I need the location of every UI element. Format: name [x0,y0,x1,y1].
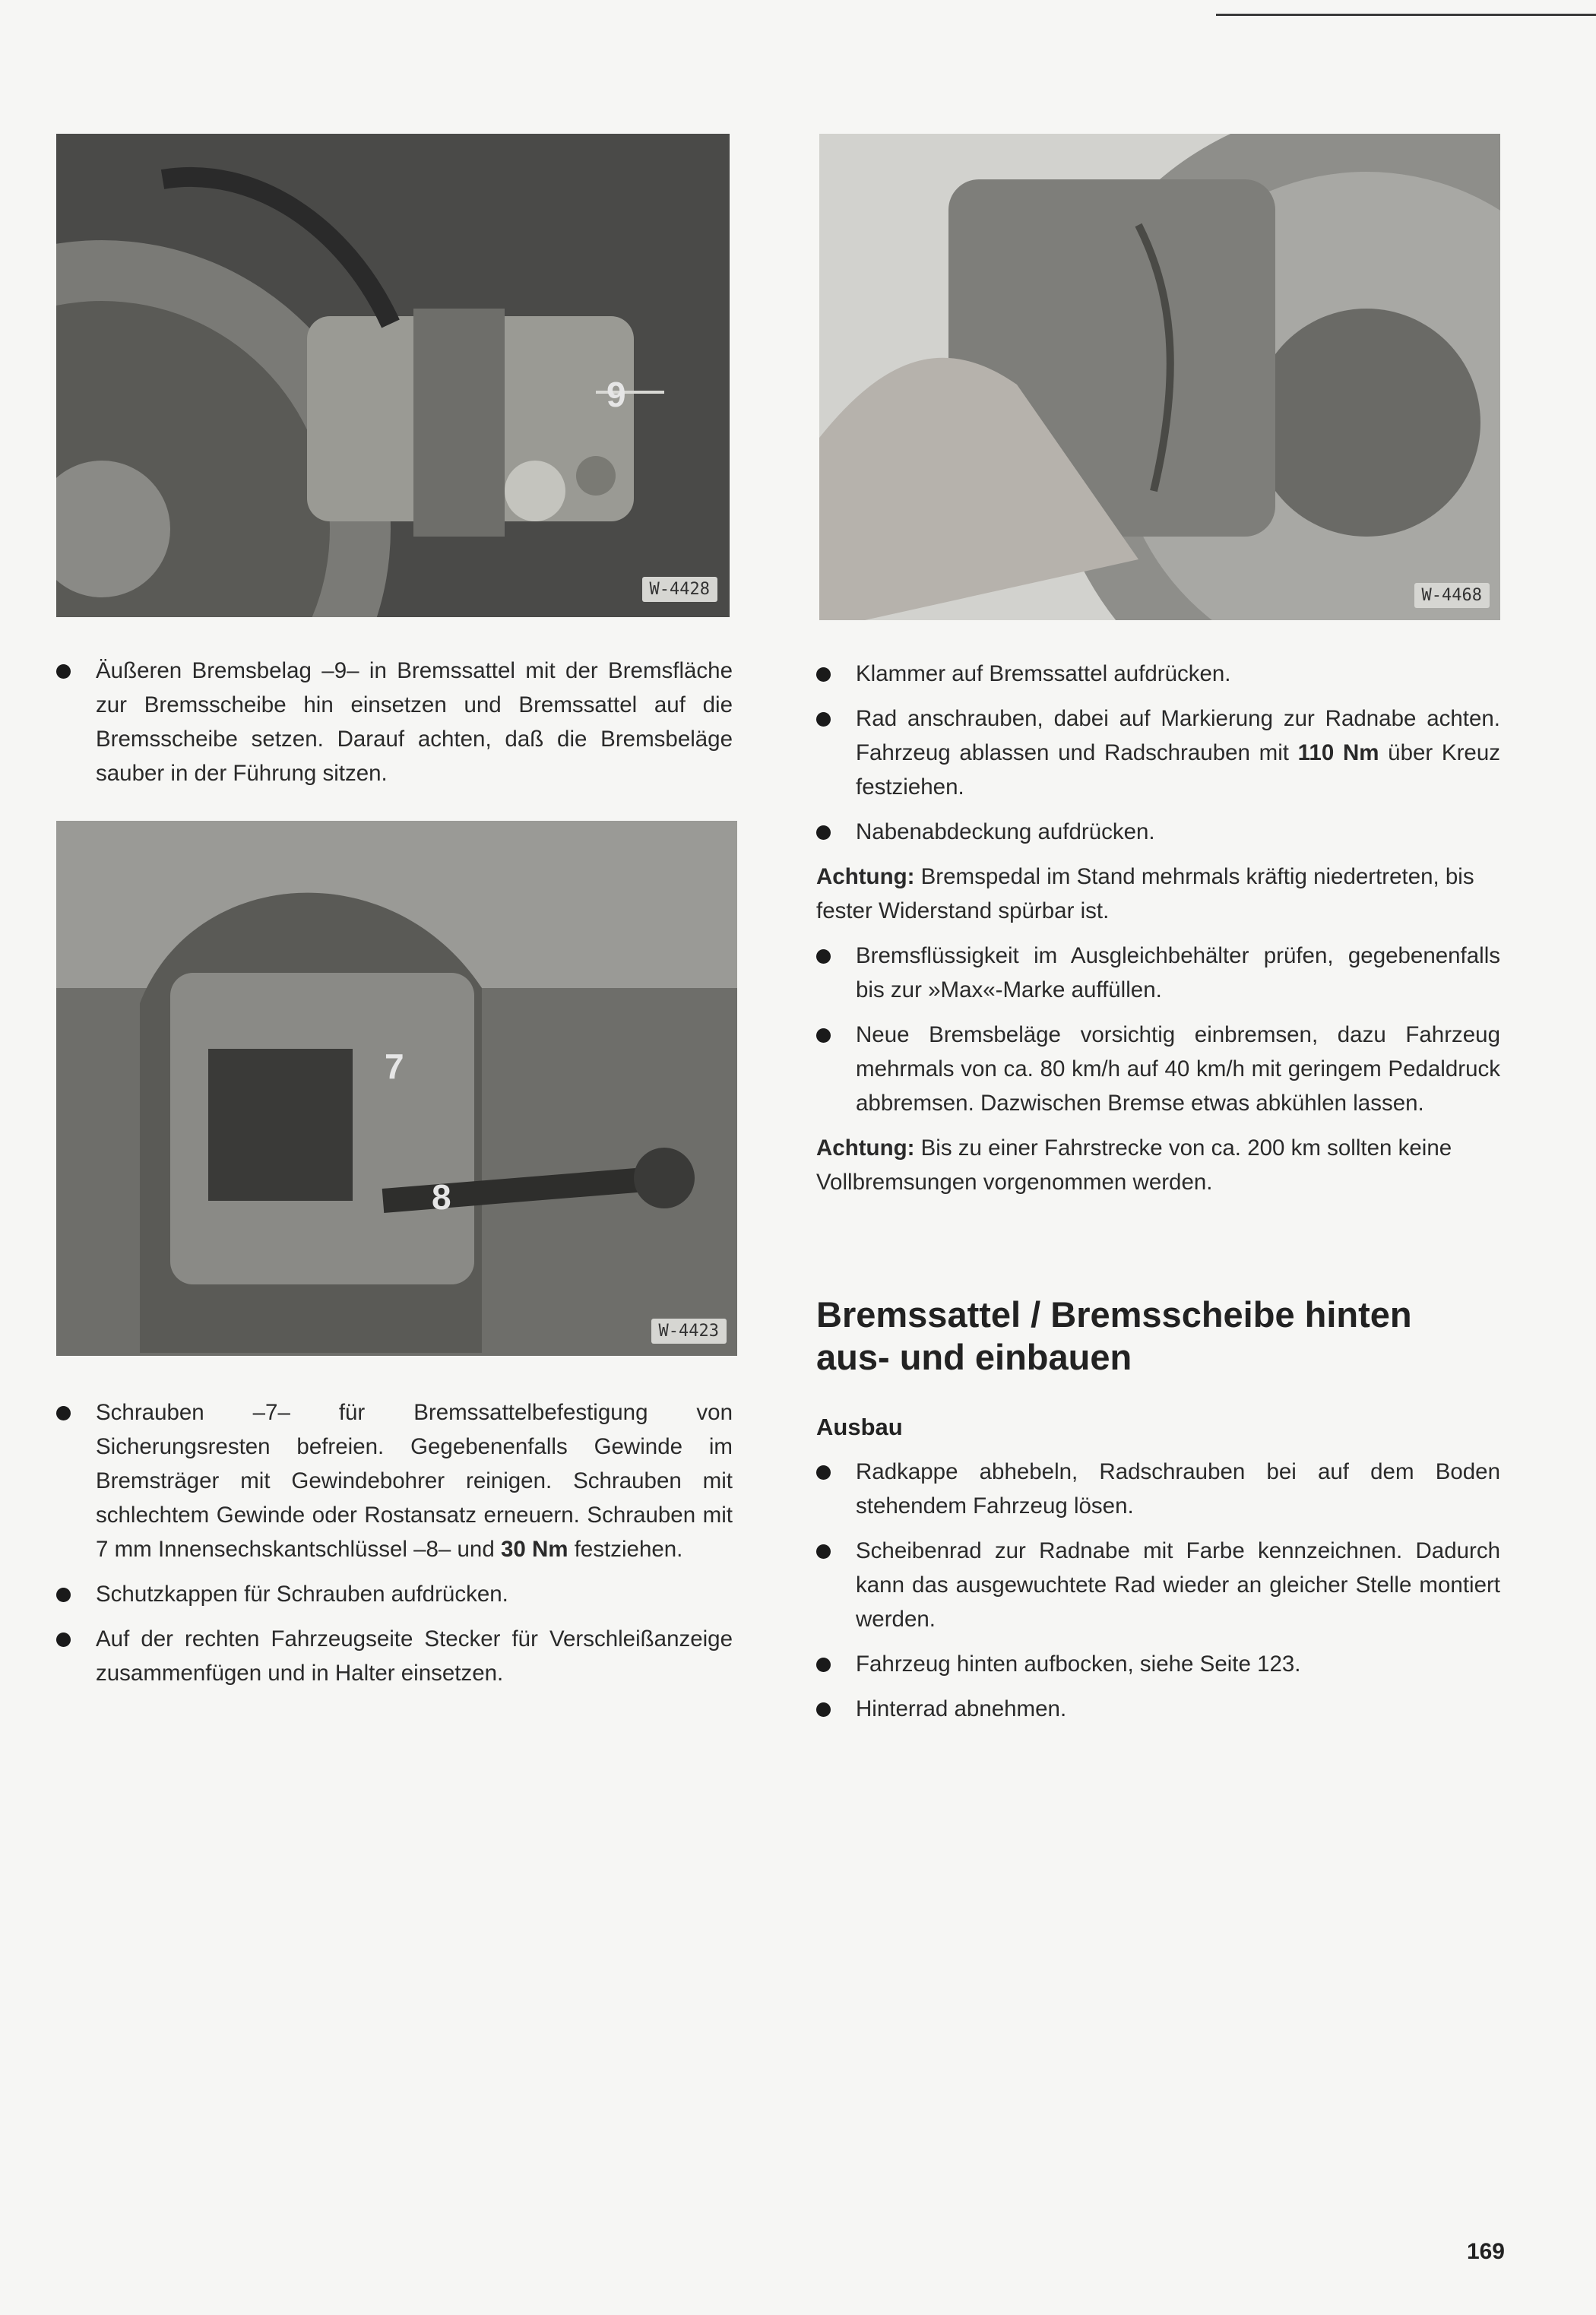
bullet-clamp: Klammer auf Bremssattel aufdrücken. [816,657,1500,691]
bullet-protective-caps: Schutzkappen für Schrauben aufdrücken. [56,1577,733,1611]
photo-code: W-4423 [651,1319,727,1344]
bullet-wheel-mount: Rad anschrauben, dabei auf Markierung zur Radnabe achten. Fahrzeug ablassen und Radschrauben mit 110 Nm über Kreuz festziehen. [816,701,1500,804]
photo-brake-pad-insert [56,134,730,617]
bullet-jack-up: Fahrzeug hinten aufbocken, siehe Seite 123. [816,1647,1500,1681]
photo-illustration [56,134,730,617]
page-number: 169 [1466,2239,1505,2264]
photo-caliper-bolts [56,821,737,1356]
subheading-ausbau: Ausbau [816,1414,903,1440]
photo-illustration [56,821,737,1356]
right-text-block [816,657,1500,1210]
bullet-wear-indicator: Auf der rechten Fahrzeugseite Stecker für Verschleißanzeige zusammenfügen und in Halter einsetzen. [56,1622,733,1690]
bullet-caliper-bolts: Schrauben –7– für Bremssattelbefestigung von Sicherungsresten befreien. Gegebenenfalls Gewinde im Bremsträger mit Gewindebohrer reinigen. Schrauben mit schlechtem Gewinde oder Rostansatz erneuern. Schrauben mit 7 mm Innensechskantschlüssel –8– und 30 Nm festziehen. [56,1395,733,1566]
photo-code: W-4428 [642,577,717,602]
photo-clamp-on-caliper [819,134,1500,620]
bullet-outer-pad: Äußeren Bremsbelag –9– in Bremssattel mit der Bremsfläche zur Bremsscheibe hin einsetzen und Bremssattel auf die Bremsscheibe setzen. Darauf achten, daß die Bremsbeläge sauber in der Führung sitzen. [56,654,733,790]
bullet-hubcap: Radkappe abhebeln, Radschrauben bei auf dem Boden stehendem Fahrzeug lösen. [816,1455,1500,1523]
left-text-block-1 [56,654,733,801]
note-brake-pedal: Achtung: Bremspedal im Stand mehrmals kräftig niedertreten, bis fester Widerstand spürbar ist. [816,864,1474,923]
bullet-mark-wheel: Scheibenrad zur Radnabe mit Farbe kennzeichnen. Dadurch kann das ausgewuchtete Rad wieder an gleicher Stelle montiert werden. [816,1534,1500,1636]
callout-7: 7 [385,1047,404,1086]
ausbau-list [816,1455,1500,1737]
bullet-hub-cover: Nabenabdeckung aufdrücken. [816,815,1500,849]
callout-9: 9 [606,375,626,414]
callout-8: 8 [432,1177,451,1217]
page-edge-border [1216,0,1596,16]
note-full-braking: Achtung: Bis zu einer Fahrstrecke von ca. 200 km sollten keine Vollbremsungen vorgenommen werden. [816,1135,1452,1195]
bullet-remove-wheel: Hinterrad abnehmen. [816,1692,1500,1726]
section-heading: Bremssattel / Bremsscheibe hinten aus- und einbauen [816,1294,1412,1377]
photo-code: W-4468 [1414,583,1490,608]
bullet-bedding-in: Neue Bremsbeläge vorsichtig einbremsen, dazu Fahrzeug mehrmals von ca. 80 km/h auf 40 km/h mit geringem Pedaldruck abbremsen. Dazwischen Bremse etwas abkühlen lassen. [816,1018,1500,1120]
left-text-block-2 [56,1395,733,1701]
bullet-brake-fluid: Bremsflüssigkeit im Ausgleichbehälter prüfen, gegebenenfalls bis zur »Max«-Marke auffüllen. [816,939,1500,1007]
photo-illustration [819,134,1500,620]
